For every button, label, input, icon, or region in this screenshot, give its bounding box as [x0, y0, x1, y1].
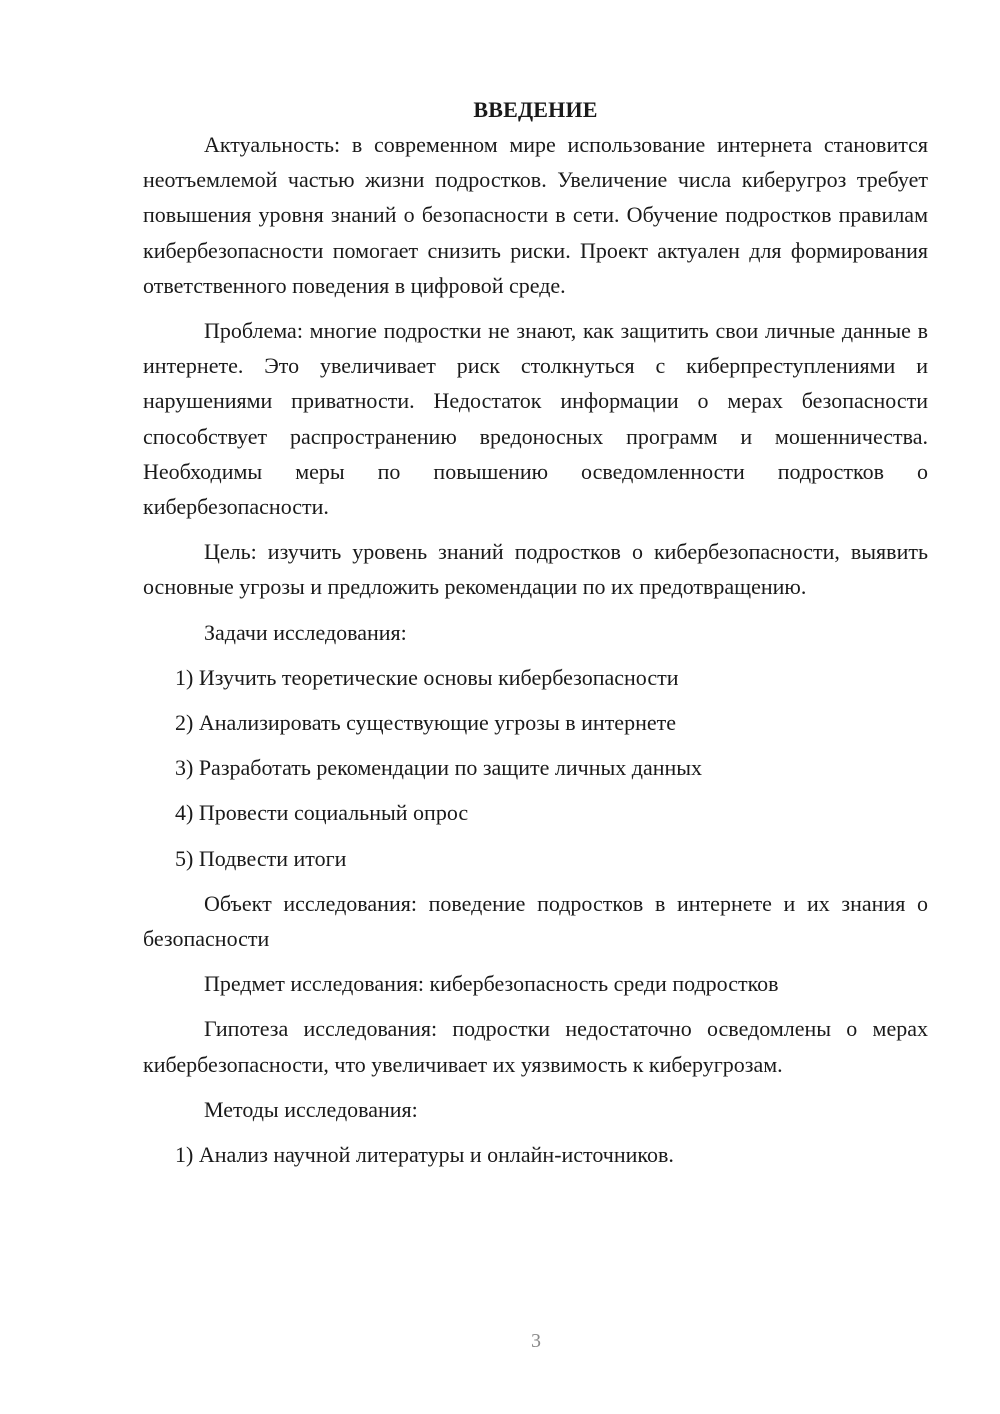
section-heading: ВВЕДЕНИЕ — [473, 97, 598, 122]
page-content — [143, 92, 928, 1172]
goal-paragraph: Цель: изучить уровень знаний подростков о кибербезопасности, выявить основные угрозы и предложить рекомендации по их предотвращению. — [143, 539, 928, 600]
object-paragraph: Объект исследования: поведение подростков в интернете и их знания о безопасности — [143, 890, 928, 952]
task-item: 3) Разработать рекомендации по защите личных данных — [175, 755, 703, 781]
method-item: 1) Анализ научной литературы и онлайн-источников. — [175, 1142, 674, 1168]
hypothesis-paragraph: Гипотеза исследования: подростки недостаточно осведомлены о мерах кибербезопасности, что увеличивает их уязвимость к киберугрозам. — [143, 1016, 928, 1077]
subject-paragraph: Предмет исследования: кибербезопасность среди подростков — [204, 971, 779, 997]
page-number: 3 — [531, 1330, 541, 1352]
tasks-list — [143, 660, 928, 876]
methods-label: Методы исследования: — [204, 1096, 418, 1122]
task-item: 2) Анализировать существующие угрозы в интернете — [175, 710, 676, 736]
task-item: 5) Подвести итоги — [175, 845, 347, 871]
methods-list — [143, 1137, 928, 1172]
task-item: 1) Изучить теоретические основы кибербезопасности — [175, 664, 679, 690]
task-item: 4) Провести социальный опрос — [175, 800, 469, 826]
problem-paragraph: Проблема: многие подростки не знают, как защитить свои личные данные в интернете. Это увеличивает риск столкнуться с киберпреступлениями и нарушениями приватности. Недостаток информации о мерах безопасности способствует распространению вредоносных программ и мошенничества. Необходимы меры по повышению осведомленности подростков о кибербезопасности. — [143, 318, 928, 520]
relevance-paragraph: Актуальность: в современном мире использование интернета становится неотъемлемой частью жизни подростков. Увеличение числа киберугроз требует повышения уровня знаний о безопасности в сети. Обучение подростков правилам кибербезопасности помогает снизить риски. Проект актуален для формирования ответственного поведения в цифровой среде. — [143, 132, 928, 298]
tasks-label: Задачи исследования: — [204, 619, 407, 645]
